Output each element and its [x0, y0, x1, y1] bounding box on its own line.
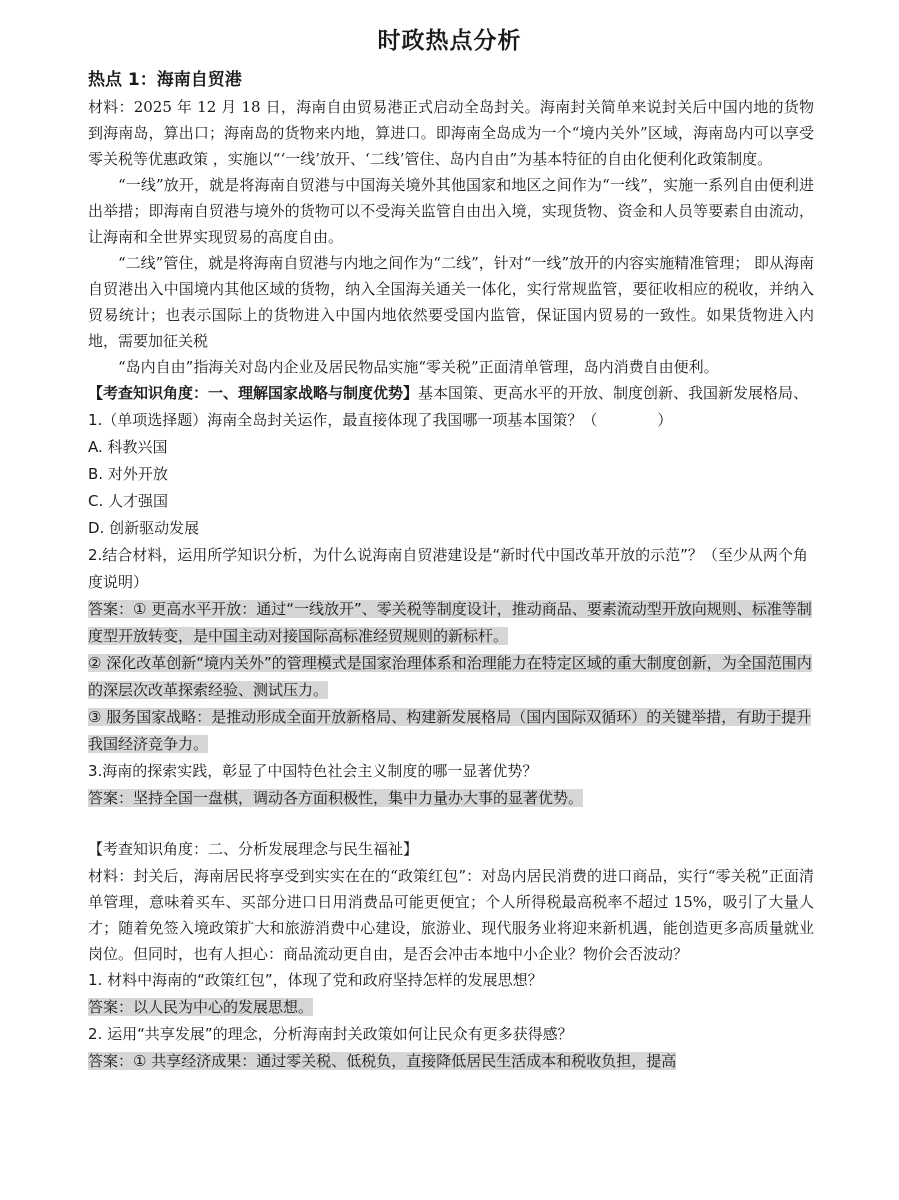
knowledge-angle-1: [88, 380, 814, 407]
section-2-answer-2: [88, 1048, 814, 1075]
material-section-2: 材料：封关后，海南居民将享受到实实在在的“政策红包”：对岛内居民消费的进口商品，实行“零关税”正面清单管理，意味着买车、买部分进口日用消费品可能更便宜；个人所得税最高税率不超过 15%，吸引了大量人才；随着免签入境政策扩大和旅游消费中心建设，旅游业、现代服务业将迎来新机遇，能创造更多高质量就业岗位。但同时，也有人担心：商品流动更自由，是否会冲击本地中小企业？物价会否波动？: [88, 867, 814, 963]
knowledge-angle-2: 【考查知识角度：二、分析发展理念与民生福祉】: [88, 840, 419, 858]
section-2-question-2: 2. 运用“共享发展”的理念，分析海南封关政策如何让民众有更多获得感？: [88, 1025, 573, 1043]
answer-2-point-3: [88, 704, 814, 758]
question-1: 1.（单项选择题）海南全岛封关运作，最直接体现了我国哪一项基本国策？（ ）: [88, 411, 673, 429]
answer-2-point-1: [88, 596, 814, 650]
material-paragraph-1: 材料：2025 年 12 月 18 日，海南自由贸易港正式启动全岛封关。海南封关简单来说封关后中国内地的货物到海南岛，算出口；海南岛的货物来内地，算进口。即海南全岛成为一个“境内关外”区域，海南岛内可以享受零关税等优惠政策 ，实施以“‘一线’放开、‘二线’管住、岛内自由”为基本特征的自由化便利化政策制度。: [88, 98, 814, 168]
hotspot-title: 热点 1：海南自贸港: [88, 70, 242, 90]
section-2-answer-2-text: 答案：① 共享经济成果：通过零关税、低税负，直接降低居民生活成本和税收负担，提高: [88, 1052, 677, 1070]
option-c: C. 人才强国: [88, 492, 169, 510]
answer-2-point-1-text: 答案：① 更高水平开放：通过“一线放开”、零关税等制度设计，推动商品、要素流动型开放向规则、标准等制度型开放转变，是中国主动对接国际高标准经贸规则的新标杆。: [88, 600, 812, 645]
material-paragraph-4: “岛内自由”指海关对岛内企业及居民物品实施“零关税”正面清单管理，岛内消费自由便利。: [118, 358, 719, 376]
material-paragraph-3: “二线”管住，就是将海南自贸港与内地之间作为“二线”，针对“一线”放开的内容实施精准管理； 即从海南自贸港出入中国境内其他区域的货物，纳入全国海关通关一体化，实行常规监管，要征收相应的税收，并纳入贸易统计；也表示国际上的货物进入中国内地依然要受国内监管，保证国内贸易的一致性。如果货物进入内地，需要加征关税: [88, 254, 814, 350]
question-3: 3.海南的探索实践，彰显了中国特色社会主义制度的哪一显著优势？: [88, 762, 538, 780]
answer-3: [88, 785, 814, 812]
answer-2-point-3-text: ③ 服务国家战略：是推动形成全面开放新格局、构建新发展格局（国内国际双循环）的关键举措，有助于提升我国经济竞争力。: [88, 708, 812, 753]
knowledge-angle-1-heading: 【考查知识角度：一、理解国家战略与制度优势】: [88, 384, 419, 402]
answer-2-point-2: [88, 650, 814, 704]
question-2: 2.结合材料，运用所学知识分析，为什么说海南自贸港建设是“新时代中国改革开放的示范”？（至少从两个角度说明）: [88, 546, 808, 591]
section-2-answer-1: [88, 994, 814, 1021]
answer-3-text: 答案：坚持全国一盘棋，调动各方面积极性，集中力量办大事的显著优势。: [88, 789, 584, 807]
section-2-answer-1-text: 答案：以人民为中心的发展思想。: [88, 998, 314, 1016]
document-body: [88, 66, 814, 1075]
answer-2-point-2-text: ② 深化改革创新“境内关外”的管理模式是国家治理体系和治理能力在特定区域的重大制度创新，为全国范围内的深层次改革探索经验、测试压力。: [88, 654, 812, 699]
section-2-question-1: 1. 材料中海南的“政策红包”，体现了党和政府坚持怎样的发展思想？: [88, 971, 543, 989]
section-gap: [88, 812, 814, 836]
page-title: 时政热点分析: [377, 28, 522, 54]
option-d: D. 创新驱动发展: [88, 519, 200, 537]
option-b: B. 对外开放: [88, 465, 168, 483]
material-paragraph-2: “一线”放开，就是将海南自贸港与中国海关境外其他国家和地区之间作为“一线”，实施一系列自由便利进出举措；即海南自贸港与境外的货物可以不受海关监管自由出入境，实现货物、资金和人员等要素自由流动，让海南和全世界实现贸易的高度自由。: [88, 176, 814, 246]
knowledge-angle-1-topics: 基本国策、更高水平的开放、制度创新、我国新发展格局、: [418, 384, 809, 402]
option-a: A. 科教兴国: [88, 438, 168, 456]
